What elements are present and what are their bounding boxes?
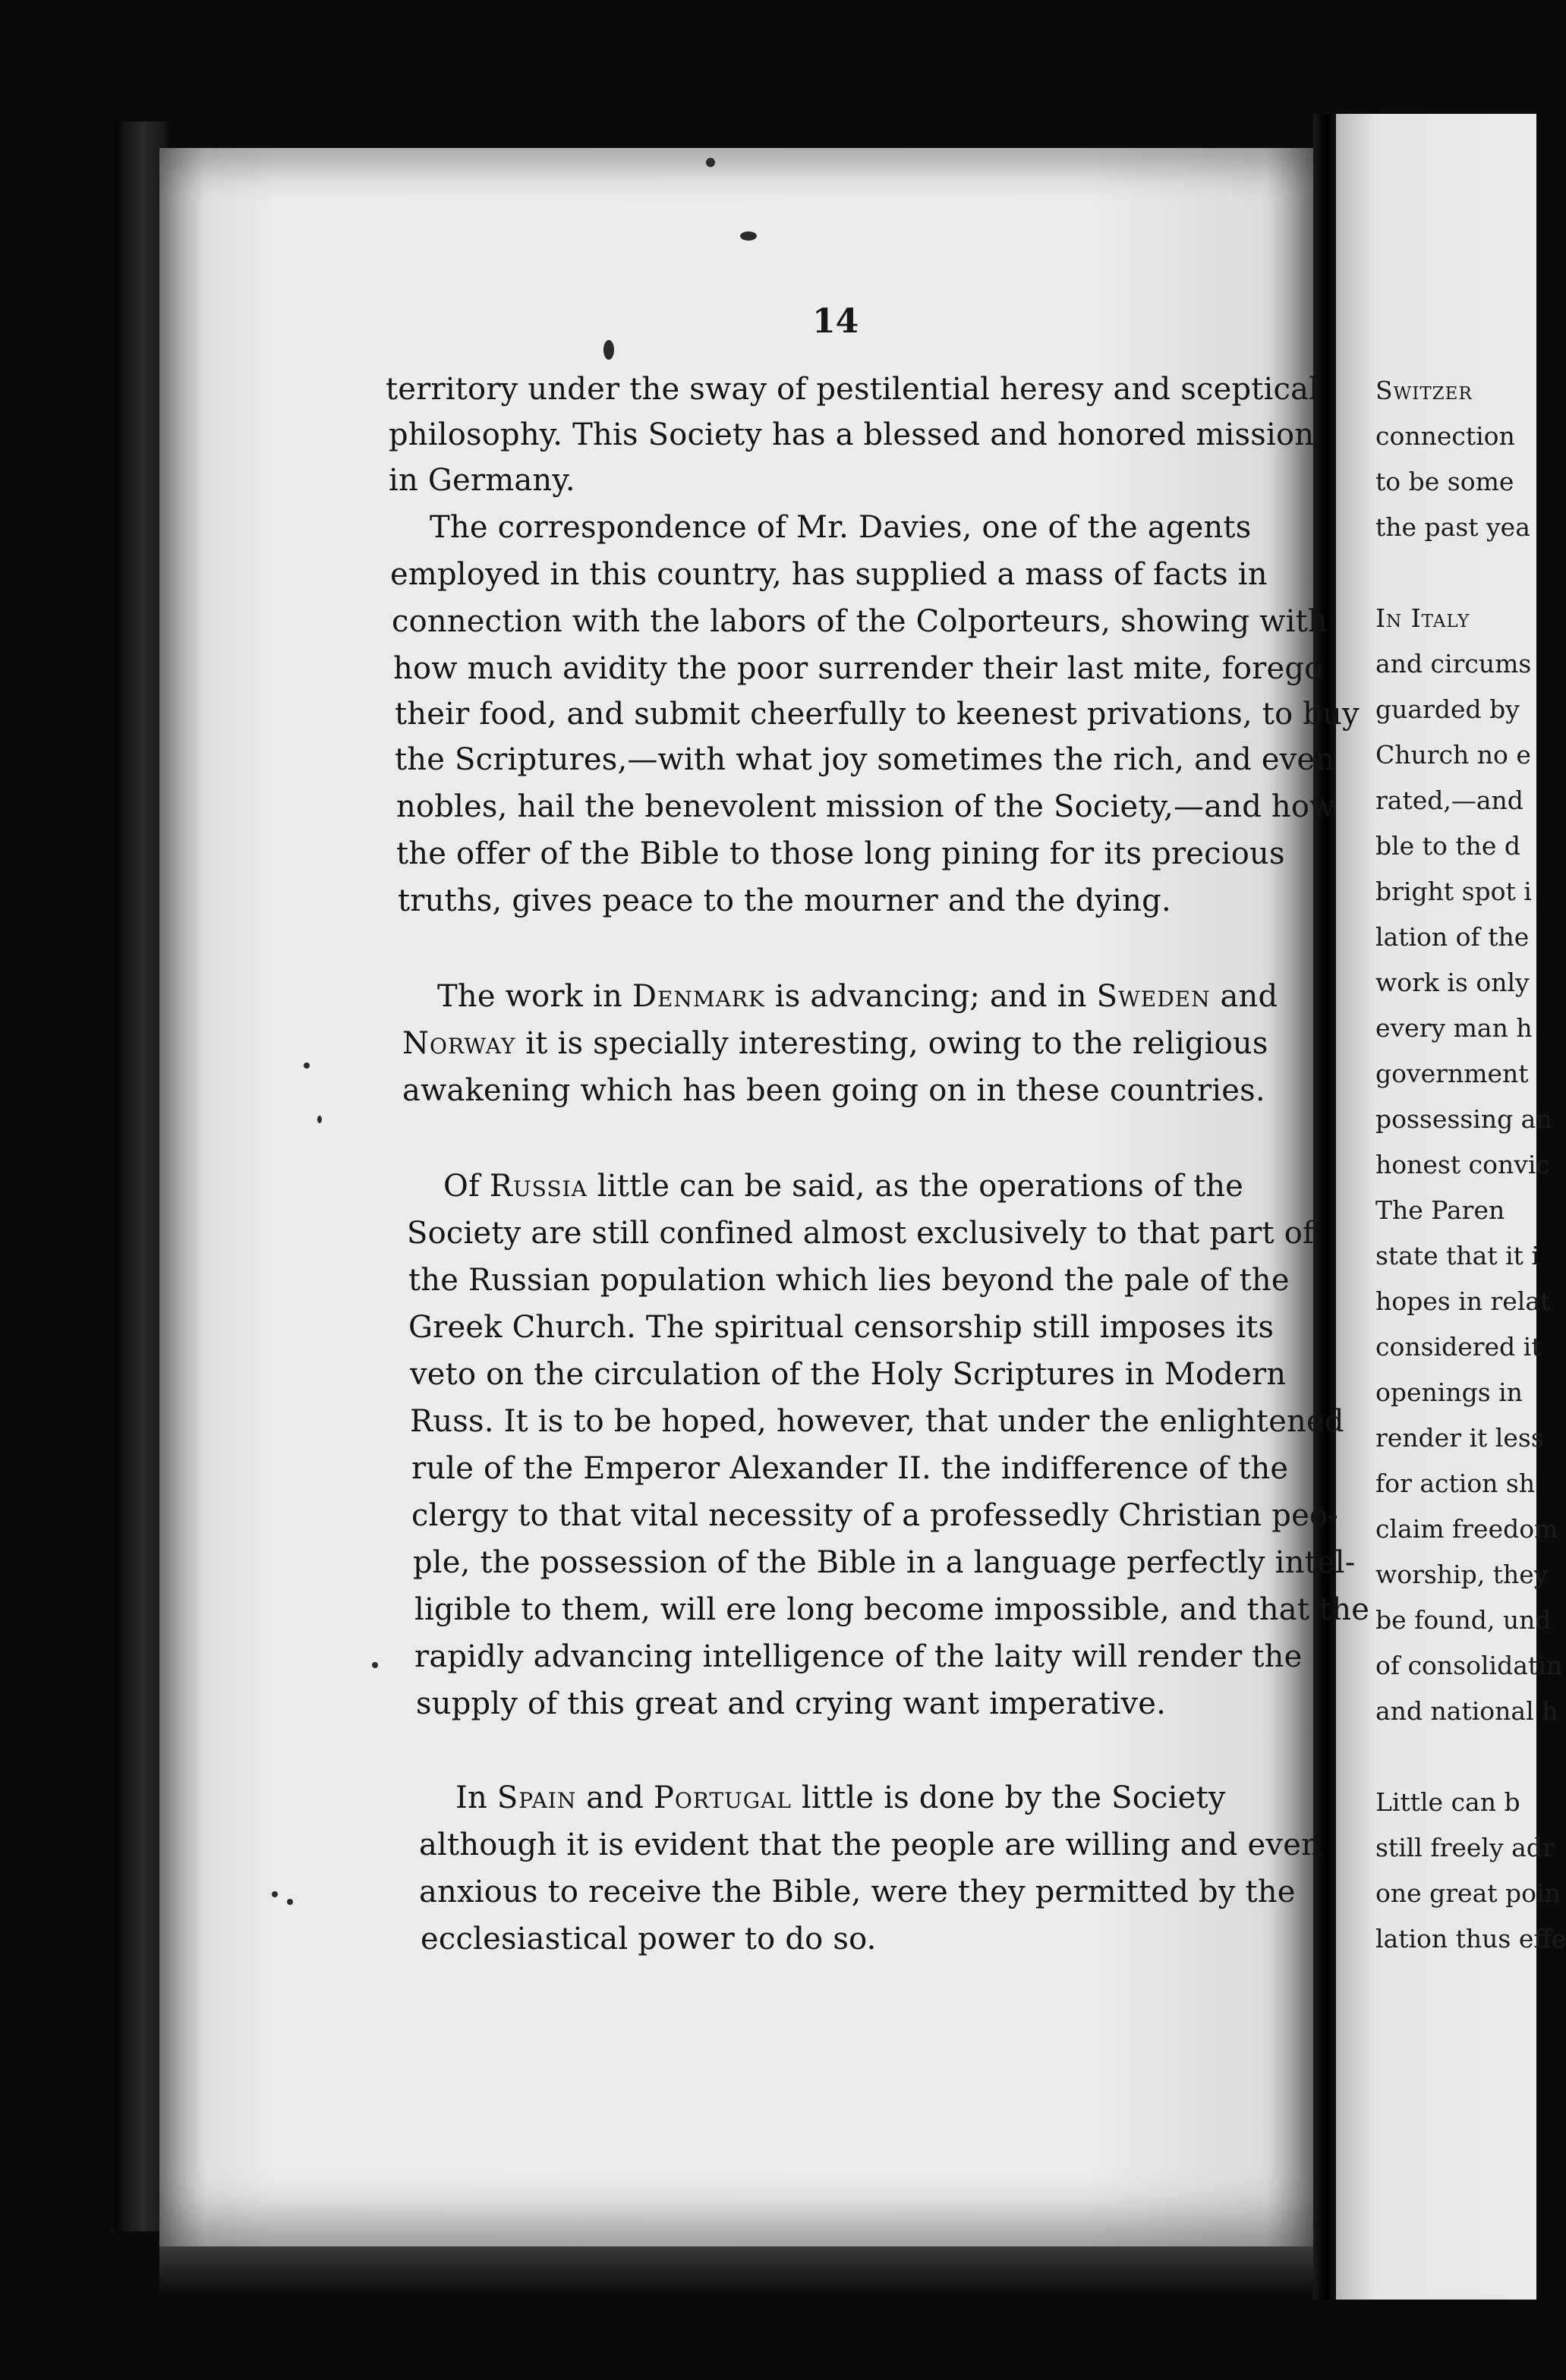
facing-page-line: for action sh (1375, 1469, 1536, 1498)
facing-page-line: connection (1375, 421, 1515, 451)
facing-page-line: ble to the d (1375, 831, 1520, 861)
page-number: 14 (812, 302, 859, 341)
text-line: philosophy. This Society has a blessed and honored mission (389, 417, 1315, 452)
country-name-sweden: Sweden (1096, 979, 1211, 1014)
facing-page-line: bright spot i (1375, 877, 1532, 906)
text-run: is advancing; and in (764, 979, 1097, 1014)
facing-page-line: The Paren (1375, 1195, 1505, 1225)
text-run: little is done by the Society (791, 1780, 1226, 1815)
text-line: how much avidity the poor surrender their last mite, forego (393, 651, 1323, 686)
facing-page-line: Switzer (1375, 376, 1473, 405)
facing-page-line: state that it i (1375, 1241, 1539, 1270)
facing-page-line: render it less (1375, 1423, 1544, 1453)
facing-page-line: Little can b (1375, 1787, 1520, 1817)
text-line: Russ. It is to be hoped, however, that under the enlightened (410, 1404, 1344, 1439)
text-line: territory under the sway of pestilential heresy and sceptical (386, 372, 1319, 407)
text-line: truths, gives peace to the mourner and the dying. (398, 883, 1171, 918)
text-line: supply of this great and crying want imperative. (416, 1686, 1167, 1721)
text-line: although it is evident that the people are willing and even (419, 1828, 1322, 1862)
scan-speck (740, 231, 757, 241)
text-run: The work in (437, 979, 632, 1014)
facing-page-line: guarded by (1375, 694, 1520, 724)
facing-page-line: claim freedom (1375, 1514, 1558, 1544)
scan-speck (304, 1062, 310, 1069)
facing-page (1336, 114, 1566, 2300)
facing-page-line: honest convic (1375, 1150, 1550, 1179)
text-line (437, 979, 1278, 1014)
country-name-russia: Russia (489, 1169, 588, 1204)
text-line: veto on the circulation of the Holy Scriptures in Modern (410, 1357, 1287, 1392)
text-line: ecclesiastical power to do so. (421, 1922, 877, 1957)
text-line: the Russian population which lies beyond the pale of the (408, 1263, 1290, 1298)
facing-page-line: every man h (1375, 1013, 1533, 1043)
text-line: their food, and submit cheerfully to keenest privations, to buy (395, 697, 1360, 732)
text-run: and (1210, 979, 1278, 1014)
facing-page-line: possessing an (1375, 1104, 1552, 1134)
facing-page-line: worship, they (1375, 1560, 1549, 1589)
text-line: the Scriptures,—with what joy sometimes the rich, and even (395, 742, 1335, 777)
facing-page-line: and circums (1375, 649, 1532, 678)
book-gutter (1313, 114, 1336, 2300)
facing-page-line: rated,—and (1375, 785, 1523, 815)
text-line: The correspondence of Mr. Davies, one of the agents (430, 510, 1252, 545)
facing-page-line: Church no e (1375, 740, 1531, 770)
text-line (443, 1169, 1243, 1204)
facing-page-line: one great poin (1375, 1878, 1561, 1908)
text-line (402, 1026, 1268, 1061)
text-run: Of (443, 1169, 490, 1204)
text-line: in Germany. (389, 463, 575, 498)
text-run: little can be said, as the operations of the (587, 1169, 1244, 1204)
country-name-spain: Spain (496, 1780, 577, 1815)
country-name-portugal: Portugal (654, 1780, 792, 1815)
text-line: connection with the labors of the Colporteurs, showing with (392, 604, 1328, 639)
scan-speck (706, 158, 715, 167)
scan-speck (287, 1899, 293, 1905)
text-line: the offer of the Bible to those long pining for its precious (396, 836, 1285, 871)
country-name-denmark: Denmark (632, 979, 765, 1014)
text-line: anxious to receive the Bible, were they permitted by the (419, 1875, 1296, 1909)
facing-page-line: to be some (1375, 467, 1514, 496)
text-line: rapidly advancing intelligence of the laity will render the (414, 1639, 1303, 1674)
facing-page-line: still freely adr (1375, 1833, 1555, 1862)
text-line: clergy to that vital necessity of a professedly Christian peo- (411, 1498, 1338, 1533)
facing-page-line: In Italy (1375, 603, 1470, 633)
scan-speck (317, 1116, 322, 1123)
text-line: awakening which has been going on in these countries. (402, 1073, 1265, 1108)
text-line (455, 1780, 1226, 1815)
text-line: Society are still confined almost exclusively to that part of (407, 1216, 1315, 1251)
scan-speck (372, 1662, 378, 1668)
facing-page-line: the past yea (1375, 512, 1530, 542)
text-line: nobles, hail the benevolent mission of the Society,—and how (396, 789, 1336, 824)
text-line: employed in this country, has supplied a mass of facts in (390, 557, 1268, 592)
facing-page-line: and national h (1375, 1696, 1558, 1726)
facing-page-line: be found, und (1375, 1605, 1552, 1635)
scan-speck (603, 340, 614, 360)
facing-page-line: lation of the (1375, 922, 1530, 952)
text-run: In (455, 1780, 497, 1815)
text-run: and (576, 1780, 654, 1815)
text-line: ple, the possession of the Bible in a language perfectly intel- (413, 1545, 1356, 1580)
facing-page-line: hopes in relat (1375, 1286, 1551, 1316)
text-run: it is specially interesting, owing to the religious (515, 1026, 1268, 1061)
facing-page-line: considered it (1375, 1332, 1542, 1362)
facing-page-line: of consolidatin (1375, 1651, 1562, 1680)
facing-page-line: lation thus effe (1375, 1924, 1566, 1953)
text-line: ligible to them, will ere long become impossible, and that the (414, 1592, 1370, 1627)
facing-page-line: government (1375, 1059, 1529, 1088)
facing-page-line: work is only (1375, 968, 1530, 997)
scan-speck (272, 1891, 278, 1897)
text-line: Greek Church. The spiritual censorship still imposes its (408, 1310, 1275, 1345)
facing-page-line: openings in (1375, 1377, 1523, 1407)
page-bottom-edge (159, 2246, 1313, 2292)
text-line: rule of the Emperor Alexander II. the indifference of the (411, 1451, 1289, 1486)
country-name-norway: Norway (402, 1026, 516, 1061)
